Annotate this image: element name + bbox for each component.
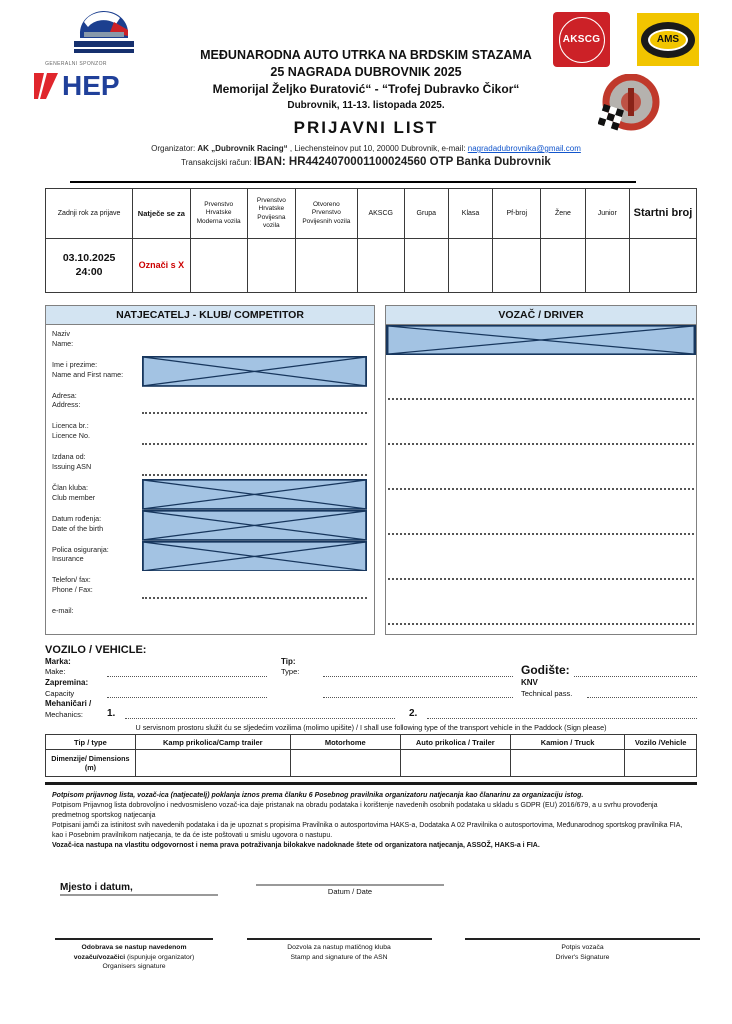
- crossed-field-box-icon: [142, 510, 367, 541]
- deadline-cell: 03.10.2025 24:00: [46, 239, 133, 293]
- driver-field-line[interactable]: [388, 355, 694, 400]
- label-hr: Naziv: [52, 329, 70, 338]
- label-en: Insurance: [52, 554, 84, 564]
- transport-dimensions-row: [46, 750, 697, 777]
- entry-cell-open-historic[interactable]: [295, 239, 357, 293]
- competitor-row-licenca: [46, 417, 374, 448]
- legal-paragraph-4: Vozač-ica nastupa na vlastitu odgovornost i nema prava potraživanja bilokakve nadoknade štete od organizatora natjecanja, ASSOŽ, HAKS-a i FIA.: [52, 841, 540, 849]
- mechanic-2-number: 2.: [409, 708, 418, 720]
- col-championship-modern: Prvenstvo Hrvatske Moderna vozila: [190, 189, 247, 239]
- driver-signature-line[interactable]: [465, 938, 700, 940]
- col-camp-trailer: Kamp prikolica/Camp trailer: [135, 735, 290, 750]
- legal-text-block: [52, 791, 694, 851]
- dim-trailer-cell[interactable]: [400, 750, 510, 777]
- field-telefon[interactable]: [142, 571, 367, 602]
- competitor-row-polica: [46, 541, 374, 572]
- col-motorhome: Motorhome: [290, 735, 400, 750]
- type-label-hr: Tip:: [281, 657, 296, 666]
- make-label-hr: Marka:: [45, 657, 71, 666]
- entry-classification-table: [45, 188, 697, 293]
- mark-instruction-cell: Označi s X: [133, 239, 190, 293]
- organiser-approval-note: (ispunjuje organizator): [127, 953, 195, 961]
- col-deadline: Zadnji rok za prijave: [46, 189, 133, 239]
- date-field[interactable]: [256, 874, 444, 886]
- entry-cell-junior[interactable]: [585, 239, 629, 293]
- make-field[interactable]: [107, 667, 267, 677]
- vehicle-section-title: VOZILO / VEHICLE:: [45, 644, 147, 656]
- entry-table-header-row: [46, 189, 697, 239]
- driver-signature-label-hr: Potpis vozača: [561, 944, 604, 951]
- legal-paragraph-3: Potpisani jamči za istinitost svih navedenih podataka i da je upoznat s propisima Pravilnika o autosportovima HAKS-a, Dodataka A 02 Pravilnika o autosportovima, Međunarodnog sportskog pravilnika FIA, kao i Posebnim pravilnikom natjecanja, te da će iste poštovati u smislu ugovora o nastupu.: [52, 821, 683, 839]
- col-competes-for: Natječe se za: [133, 189, 190, 239]
- label-hr: Telefon/ fax:: [52, 575, 91, 585]
- competitor-panel: [45, 305, 375, 635]
- competitor-row-ime: [46, 356, 374, 387]
- year-label: Godište:: [521, 663, 570, 678]
- organizer-name: AK „Dubrovnik Racing“: [197, 144, 288, 153]
- col-tip-type: Tip / type: [46, 735, 136, 750]
- crossed-field-box-icon: [142, 479, 367, 510]
- mechanic-2-field[interactable]: [427, 709, 697, 719]
- label-hr: Član kluba:: [52, 482, 88, 492]
- competitor-row-adresa: [46, 387, 374, 418]
- type-label-en: Type:: [281, 667, 300, 677]
- organiser-signature-label-en: Organisers signature: [102, 963, 166, 971]
- entry-cell-historic[interactable]: [247, 239, 295, 293]
- account-iban: IBAN: HR4424070001100024560 OTP Banka Dubrovnik: [253, 156, 551, 168]
- field-datum-crossed-box: [142, 510, 367, 541]
- competitor-row-naziv: [46, 325, 374, 356]
- header-separator-rule: [70, 181, 636, 183]
- driver-field-line[interactable]: [388, 535, 694, 580]
- col-junior: Junior: [585, 189, 629, 239]
- capacity-label-en: Capacity: [45, 688, 75, 698]
- dim-vehicle-cell[interactable]: [625, 750, 697, 777]
- place-date-field[interactable]: [60, 882, 218, 896]
- field-izdana[interactable]: [142, 448, 367, 479]
- label-hr: Ime i prezime:: [52, 359, 98, 369]
- organizer-email-link[interactable]: nagradadubrovnika@gmail.com: [467, 144, 581, 153]
- mechanic-1-field[interactable]: [125, 709, 395, 719]
- capacity-field[interactable]: [107, 688, 267, 698]
- entry-cell-class[interactable]: [448, 239, 492, 293]
- driver-field-line[interactable]: [388, 445, 694, 490]
- vehicle-row-make: [45, 657, 697, 677]
- driver-field-line[interactable]: [388, 580, 694, 625]
- col-akscg: AKSCG: [357, 189, 404, 239]
- label-en: Name and First name:: [52, 369, 124, 379]
- competitor-panel-title: NATJECATELJ - KLUB/ COMPETITOR: [46, 306, 374, 325]
- label-en: Date of the birth: [52, 523, 104, 533]
- organizer-address: , Liechensteinov put 10, 20000 Dubrovnik, e-mail:: [289, 144, 466, 153]
- col-championship-historic: Prvenstvo Hrvatske Povijesna vozila: [247, 189, 295, 239]
- field-naziv[interactable]: [142, 325, 367, 356]
- entry-cell-akscg[interactable]: [357, 239, 404, 293]
- legal-paragraph-2: Potpisom Prijavnog lista dobrovoljno i nedvosmisleno vozač-ica daje pristanak na obradu podataka i korištenje navedenih osobnih podataka u skladu s GDPR (EU) 2016/679, a u svrhu provođenja predmetnog sportskog natjecanja: [52, 801, 658, 819]
- knv-field[interactable]: [587, 688, 697, 698]
- organizer-label: Organizator:: [151, 144, 196, 153]
- col-women: Žene: [541, 189, 585, 239]
- dim-motorhome-cell[interactable]: [290, 750, 400, 777]
- event-title: MEĐUNARODNA AUTO UTRKA NA BRDSKIM STAZAMA: [200, 48, 532, 62]
- asn-permission-label: Dozvola za nastup matičnog kluba: [287, 944, 391, 951]
- driver-crossed-box: [386, 325, 696, 355]
- col-truck: Kamion / Truck: [510, 735, 625, 750]
- dim-truck-cell[interactable]: [510, 750, 625, 777]
- organiser-signature-line[interactable]: [55, 938, 213, 940]
- competitor-row-izdana: [46, 448, 374, 479]
- paddock-note: U servisnom prostoru služit ću se sljedećim vozilima (molimo upišite) / I shall use following type of the transport vehicle in the Paddock (Sign please): [135, 723, 607, 733]
- akscg-logo-text: AKSCG: [562, 34, 601, 45]
- signatures-row: [55, 938, 700, 972]
- organizer-line: [148, 144, 584, 153]
- club-badge-logo: [598, 74, 660, 136]
- asn-signature-line[interactable]: [247, 938, 432, 940]
- field-clan-crossed-box: [142, 479, 367, 510]
- legal-paragraph-1: Potpisom prijavnog lista, vozač-ica (natjecatelj) poklanja iznos prema članku 6 Posebnog pravilnika organizatoru natjecanja kao članarinu za organizaciju istog.: [52, 792, 584, 799]
- crossed-field-box-icon: [142, 356, 367, 387]
- label-hr: Datum rođenja:: [52, 513, 102, 523]
- entry-cell-group[interactable]: [404, 239, 448, 293]
- header-title-block: [148, 48, 584, 168]
- label-hr: e-mail:: [52, 606, 74, 616]
- hep-logo: [32, 68, 132, 104]
- section-divider-rule: [45, 782, 697, 785]
- competitor-row-email: [46, 602, 374, 633]
- label-hr: Adresa:: [52, 390, 77, 400]
- vehicle-section: [45, 644, 697, 785]
- place-date-row: [60, 874, 700, 896]
- place-date-label: Mjesto i datum,: [60, 882, 133, 893]
- date-field-block: [256, 874, 444, 896]
- hep-mark-icon: [32, 71, 60, 101]
- sponsor-label: GENERALNI SPONZOR: [45, 61, 107, 67]
- capacity-field-2[interactable]: [323, 688, 513, 698]
- driver-signature-label-en: Driver's Signature: [555, 953, 610, 961]
- haks-helmet-logo: [70, 8, 138, 60]
- event-date-line: Dubrovnik, 11-13. listopada 2025.: [287, 100, 445, 111]
- make-label-en: Make:: [45, 667, 66, 677]
- field-licenca[interactable]: [142, 417, 367, 448]
- driver-panel: [385, 305, 697, 635]
- event-subtitle: 25 NAGRADA DUBROVNIK 2025: [270, 65, 462, 79]
- field-ime-crossed-box: [142, 356, 367, 387]
- label-en: Address:: [52, 400, 81, 410]
- label-en: Name:: [52, 338, 74, 348]
- label-en: Phone / Fax:: [52, 585, 93, 595]
- col-start-number: Startni broj: [629, 189, 696, 239]
- event-memorial-line: Memorijal Željko Đuratović“ - “Trofej Dubravko Čikor“: [212, 82, 520, 96]
- transport-header-row: [46, 735, 697, 750]
- col-trailer: Auto prikolica / Trailer: [400, 735, 510, 750]
- dim-camp-trailer-cell[interactable]: [135, 750, 290, 777]
- driver-panel-title: VOZAČ / DRIVER: [386, 306, 696, 325]
- ams-logo: [637, 13, 699, 66]
- competitor-row-telefon: [46, 571, 374, 602]
- col-open-championship-historic: Otvoreno Prvenstvo Povijesnih vozila: [295, 189, 357, 239]
- mechanic-1-number: 1.: [107, 708, 116, 720]
- asn-signature-label-en: Stamp and signature of the ASN: [290, 953, 388, 961]
- hep-logo-text: HEP: [62, 70, 120, 101]
- entry-cell-start-number[interactable]: [629, 239, 696, 293]
- organiser-approval-label: Odobrava se nastup navedenom vozaču/vozačici: [73, 944, 187, 961]
- type-field[interactable]: [323, 667, 513, 677]
- label-en: Licence No.: [52, 431, 90, 441]
- driver-field-line[interactable]: [388, 490, 694, 535]
- crossed-field-box-icon: [386, 325, 696, 355]
- account-line: [148, 156, 584, 168]
- entry-cell-women[interactable]: [541, 239, 585, 293]
- label-en: Club member: [52, 492, 96, 502]
- field-polica-crossed-box: [142, 541, 367, 572]
- col-vehicle: Vozilo /Vehicle: [625, 735, 697, 750]
- col-group: Grupa: [404, 189, 448, 239]
- vehicle-row-capacity: [45, 678, 697, 698]
- crossed-field-box-icon: [142, 541, 367, 572]
- col-pf-number: Pf-broj: [493, 189, 541, 239]
- ams-logo-text: AMS: [656, 34, 680, 45]
- form-title: PRIJAVNI LIST: [293, 118, 439, 137]
- entry-cell-pf-number[interactable]: [493, 239, 541, 293]
- driver-field-line[interactable]: [388, 400, 694, 445]
- year-field[interactable]: [574, 667, 697, 677]
- mechanics-label-hr: Mehaničari /: [45, 699, 92, 709]
- knv-label-en: Technical pass.: [521, 688, 573, 698]
- dimensions-label-cell: Dimenzije/ Dimensions (m): [46, 750, 136, 777]
- field-adresa[interactable]: [142, 387, 367, 418]
- ams-oval: [641, 22, 695, 58]
- label-hr: Licenca br.:: [52, 421, 89, 431]
- mechanics-label-en: Mechanics:: [45, 709, 83, 719]
- ams-oval-inner: [648, 29, 688, 51]
- date-label: Datum / Date: [327, 887, 373, 896]
- account-label: Transakcijski račun:: [181, 158, 252, 167]
- knv-label-hr: KNV: [521, 678, 538, 688]
- driver-signature-block: [465, 938, 700, 972]
- entry-table-value-row: [46, 239, 697, 293]
- transport-table: [45, 734, 697, 785]
- capacity-label-hr: Zapremina:: [45, 678, 89, 688]
- label-en: Issuing ASN: [52, 461, 92, 471]
- label-hr: Polica osiguranja:: [52, 544, 109, 554]
- competitor-row-clan: [46, 479, 374, 510]
- label-hr: Izdana od:: [52, 452, 86, 462]
- organiser-signature-block: [55, 938, 213, 972]
- field-email[interactable]: [142, 602, 367, 633]
- col-class: Klasa: [448, 189, 492, 239]
- asn-signature-block: [247, 938, 432, 972]
- entry-cell-modern[interactable]: [190, 239, 247, 293]
- competitor-row-datum: [46, 510, 374, 541]
- vehicle-row-mechanics: [45, 699, 697, 719]
